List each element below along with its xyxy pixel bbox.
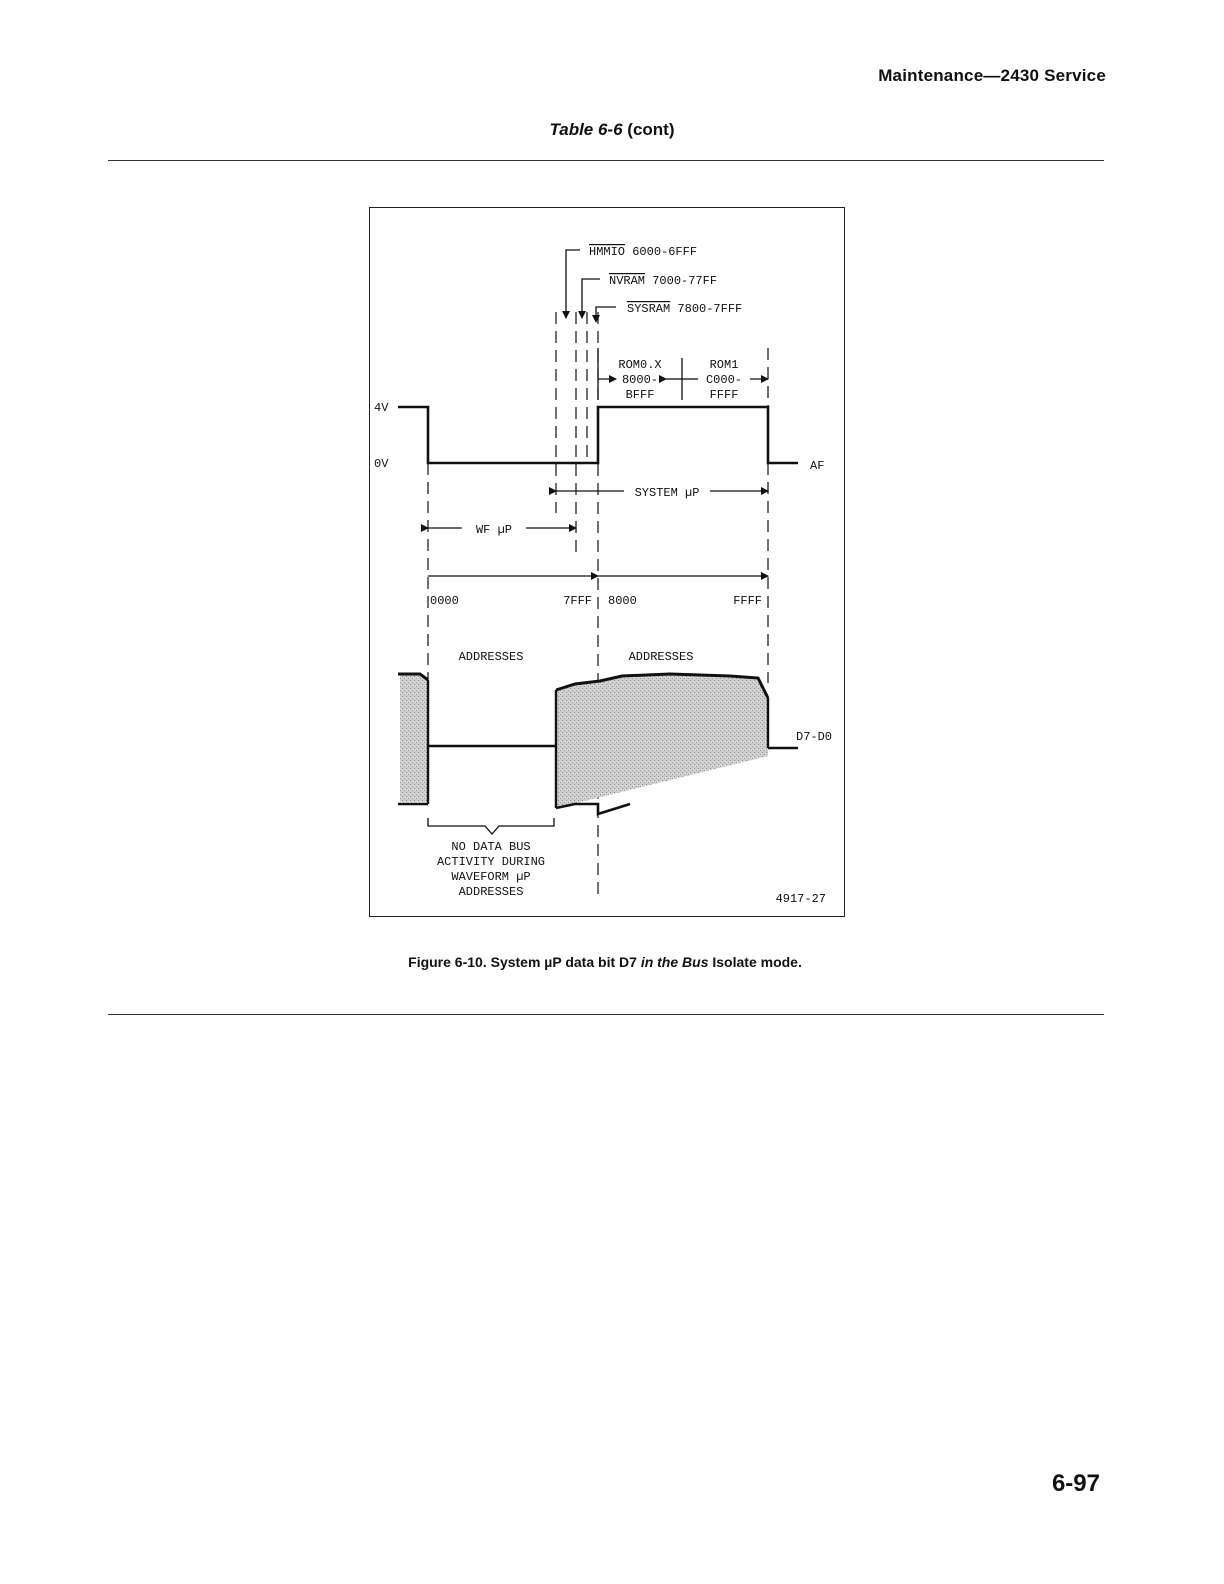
timing-diagram <box>370 208 844 916</box>
hmmio-label: HMMIO 6000-6FFF <box>589 245 698 259</box>
address-8000: 8000 <box>608 594 637 608</box>
level-0v: 0V <box>374 457 389 471</box>
note-line-3: WAVEFORM µP <box>451 870 531 884</box>
level-4v: 4V <box>374 401 389 415</box>
nvram-label: NVRAM 7000-77FF <box>609 274 718 288</box>
memory-map-callouts <box>566 245 742 322</box>
rom1-end: FFFF <box>709 388 739 402</box>
note-brace <box>428 818 554 834</box>
caption-part-3: Isolate mode. <box>708 954 802 970</box>
rom1-name: ROM1 <box>709 358 739 372</box>
table-title-number: Table 6-6 <box>549 120 623 139</box>
rom1-start: C000- <box>705 373 743 387</box>
page-number: 6-97 <box>1051 1470 1100 1497</box>
note-line-2: ACTIVITY DURING <box>436 855 546 869</box>
figure-caption <box>0 954 1210 970</box>
data-bus-label: D7-D0 <box>796 730 833 744</box>
rom0-end: BFFF <box>625 388 655 402</box>
wf-up-label: WF µP <box>475 523 513 537</box>
figure-6-10 <box>369 207 845 917</box>
rom0-name: ROM0.X <box>618 358 662 372</box>
data-bus-waveform <box>398 674 832 814</box>
rom-regions <box>598 348 768 402</box>
rom0-start: 8000- <box>621 373 659 387</box>
system-up-span <box>556 486 768 500</box>
nvram-arrow <box>582 279 600 318</box>
bottom-rule <box>108 1014 1104 1015</box>
signal-af-label: AF <box>810 459 825 473</box>
address-0000: 0000 <box>430 594 459 608</box>
caption-part-1: Figure 6-10. System µP data bit D7 <box>408 954 641 970</box>
system-up-label: SYSTEM µP <box>634 486 700 500</box>
table-title-suffix: (cont) <box>622 120 675 139</box>
hmmio-arrow <box>566 250 580 318</box>
note-line-1: NO DATA BUS <box>451 840 531 854</box>
table-title <box>0 120 1224 140</box>
addresses-right-label: ADDRESSES <box>628 650 694 664</box>
figure-id: 4917-27 <box>775 892 826 906</box>
note-line-4: ADDRESSES <box>458 885 524 899</box>
sysram-label: SYSRAM 7800-7FFF <box>627 302 743 316</box>
caption-part-2: in the Bus <box>640 954 709 970</box>
wf-up-span <box>428 523 576 537</box>
address-7fff: 7FFF <box>563 594 592 608</box>
sysram-arrow <box>596 307 616 322</box>
af-waveform <box>398 407 798 463</box>
address-ffff: FFFF <box>733 594 762 608</box>
running-head: Maintenance—2430 Service <box>878 66 1106 85</box>
addresses-left-label: ADDRESSES <box>458 650 524 664</box>
top-rule <box>108 160 1104 161</box>
